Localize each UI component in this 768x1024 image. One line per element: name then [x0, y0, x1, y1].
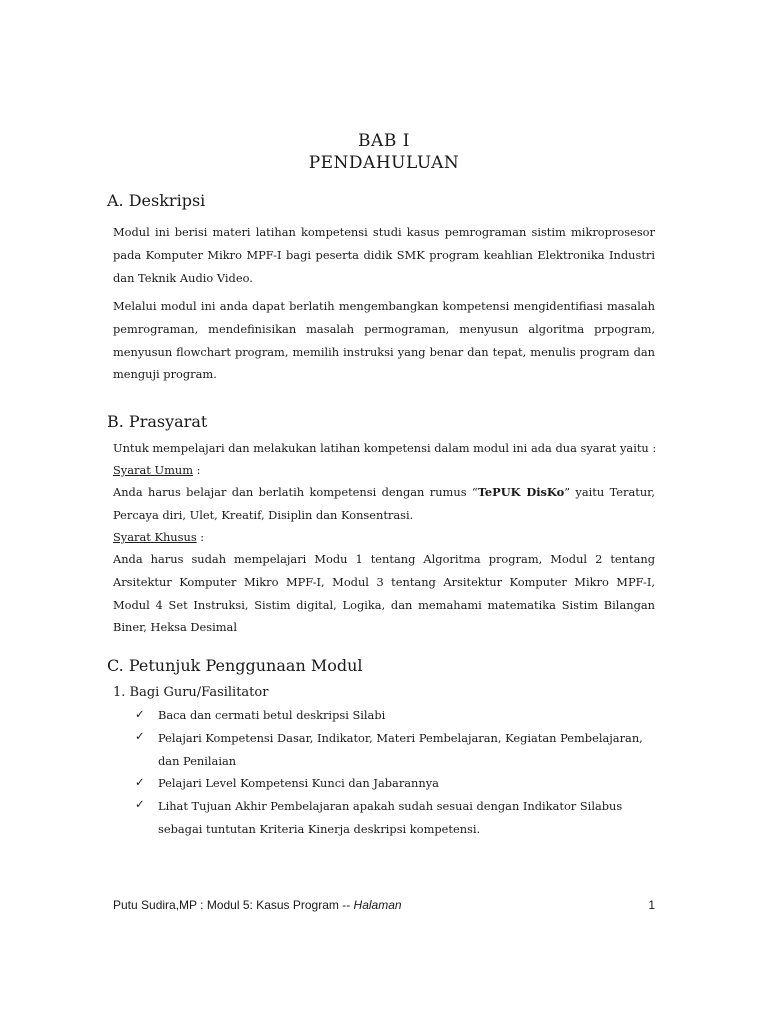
section-b-heading: B. Prasyarat [107, 412, 208, 431]
syarat-umum-text [113, 481, 655, 527]
syarat-khusus-label: Syarat Khusus [113, 530, 197, 544]
syarat-khusus-colon: : [196, 530, 205, 544]
syarat-khusus-line [113, 530, 655, 544]
chapter-number: BAB I [358, 131, 410, 151]
syarat-umum-text-b: ” yaitu Teratur, Percaya diri, Ulet, Kreatif, Disiplin dan Konsentrasi. [113, 485, 655, 522]
syarat-umum-line [113, 463, 655, 477]
footer [113, 898, 402, 912]
list-item: Baca dan cermati betul deskripsi Silabi [158, 708, 386, 722]
checkmark-icon: ✓ [135, 797, 145, 811]
section-a-paragraph-1: Modul ini berisi materi latihan kompetensi studi kasus pemrograman sistim mikroprosesor pada Komputer Mikro MPF-I bagi peserta didik SMK program keahlian Elektronika Industri dan Teknik Audio Video. [113, 225, 655, 285]
chapter-title: PENDAHULUAN [308, 153, 460, 173]
checkmark-icon: ✓ [135, 707, 145, 721]
section-b-intro: Untuk mempelajari dan melakukan latihan kompetensi dalam modul ini ada dua syarat yaitu : [113, 441, 657, 455]
list-item: Lihat Tujuan Akhir Pembelajaran apakah sudah sesuai dengan Indikator Silabus sebagai tuntutan Kriteria Kinerja deskripsi kompetensi. [158, 799, 623, 836]
syarat-khusus-text: Anda harus sudah mempelajari Modu 1 tentang Algoritma program, Modul 2 tentang Arsitektur Komputer Mikro MPF-I, Modul 3 tentang Arsitektur Komputer Mikro MPF-I, Modul 4 Set Instruksi, Sistim digital, Logika, dan memahami matematika Sistim Bilangan Biner, Heksa Desimal [113, 552, 655, 635]
section-a-paragraph-2: Melalui modul ini anda dapat berlatih mengembangkan kompetensi mengidentifiasi masalah pemrograman, mendefinisikan masalah permograman, menyusun algoritma prpogram, menyusun flowchart program, memilih instruksi yang benar dan tepat, menulis program dan menguji program. [113, 299, 655, 382]
syarat-umum-colon: : [193, 463, 201, 477]
list-item: Pelajari Kompetensi Dasar, Indikator, Materi Pembelajaran, Kegiatan Pembelajaran, dan Penilaian [158, 731, 643, 768]
checkmark-icon: ✓ [135, 729, 145, 743]
page-number: 1 [648, 898, 655, 912]
syarat-umum-label: Syarat Umum [113, 463, 194, 477]
footer-halaman: Halaman [353, 898, 402, 912]
syarat-umum-text-a: Anda harus belajar dan berlatih kompetensi dengan rumus “ [113, 485, 478, 499]
checkmark-icon: ✓ [135, 775, 145, 789]
section-c-heading: C. Petunjuk Penggunaan Modul [107, 656, 363, 675]
section-a-heading: A. Deskripsi [107, 191, 206, 210]
list-item: Pelajari Level Kompetensi Kunci dan Jabarannya [158, 776, 439, 790]
subsection-guru: 1. Bagi Guru/Fasilitator [113, 685, 269, 700]
footer-author: Putu Sudira,MP : Modul 5: Kasus Program -- [113, 898, 354, 912]
tepuk-disko: TePUK DisKo [477, 485, 565, 499]
